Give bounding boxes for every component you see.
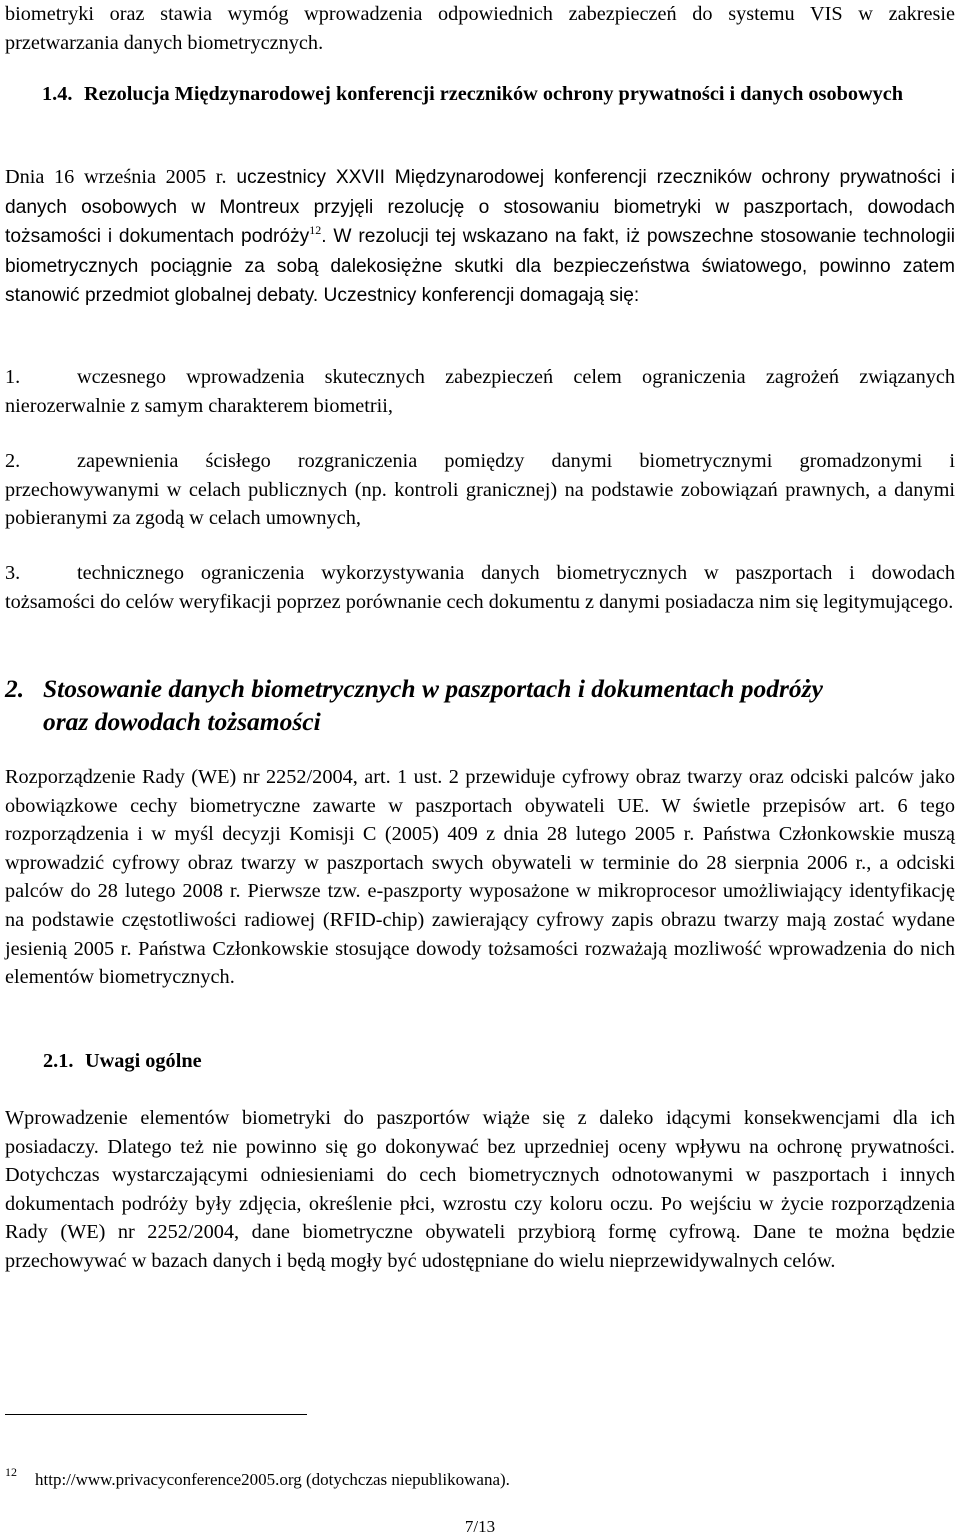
- section-2-title-line1: Stosowanie danych biometrycznych w paszportach i dokumentach podróży: [43, 674, 823, 703]
- demand-item-1: [5, 363, 955, 420]
- demand-text: technicznego ograniczenia wykorzystywania danych biometrycznych w paszportach i dowodach tożsamości do celów weryfikacji poprzez porównanie cech dokumentu z danymi posiadacza nim się legitymującego.: [5, 562, 955, 613]
- footnote-link[interactable]: http://www.privacyconference2005.org (dotychczas niepublikowana).: [35, 1470, 510, 1489]
- demand-number: 3.: [5, 562, 21, 584]
- intro-paragraph: biometryki oraz stawia wymóg wprowadzenia odpowiednich zabezpieczeń do systemu VIS w zakresie przetwarzania danych biometrycznych.: [5, 3, 955, 54]
- section-2-1-heading: [5, 1050, 955, 1073]
- footnote-number: 12: [5, 1465, 17, 1479]
- resolution-date: Dnia 16 września 2005 r.: [5, 166, 227, 188]
- resolution-text-2: . W rezolucji tej wskazano na fakt, iż powszechne stosowanie technologii biometrycznych pociągnie za sobą dalekosiężne skutki dla bezpieczeństwa światowego, powinno zatem stanowić przedmiot globalnej debaty. Uczestnicy konferencji domagają się:: [5, 226, 956, 307]
- demand-item-2: [5, 447, 955, 533]
- section-2-number: 2.: [5, 674, 25, 703]
- section-1-4-heading: [5, 80, 955, 109]
- demand-item-3: [5, 559, 955, 616]
- page-number: 7/13: [464, 1517, 496, 1536]
- section-2-heading: [5, 672, 955, 738]
- demand-number: 1.: [5, 366, 21, 388]
- section-2-paragraph: Rozporządzenie Rady (WE) nr 2252/2004, art. 1 ust. 2 przewiduje cyfrowy obraz twarzy oraz odciski palców jako obowiązkowe cechy biometryczne zawarte w paszportach obywateli UE. W świetle przepisów art. 6 tego rozporządzenia i w myśl decyzji Komisji C (2005) 409 z dnia 28 lutego 2005 r. Państwa Członkowskie muszą wprowadzić cyfrowy obraz twarzy w paszportach swych obywateli w terminie do 28 sierpnia 2006 r., a odciski palców do 28 lutego 2008 r. Pierwsze tzw. e-paszporty wyposażone w mikroprocesor umożliwiający identyfikację na podstawie częstotliwości radiowej (RFID-chip) zawierający cyfrowy zapis obrazu twarzy mają zostać wydane jesienią 2005 r. Państwa Członkowskie stosujące dowody tożsamości rozważają mozliwość wprowadzenia do nich elementów biometrycznych.: [5, 766, 955, 989]
- footnote-separator: [5, 1414, 307, 1415]
- demand-number: 2.: [5, 450, 21, 472]
- demand-text: wczesnego wprowadzenia skutecznych zabezpieczeń celem ograniczenia zagrożeń związanych nierozerwalnie z samym charakterem biometrii,: [5, 366, 955, 417]
- resolution-paragraph: [5, 163, 955, 311]
- footnote-reference[interactable]: 12: [309, 223, 322, 238]
- section-2-1-title: Uwagi ogólne: [85, 1050, 202, 1072]
- section-1-4-number: 1.4.: [42, 83, 73, 105]
- section-2-title-line2: oraz dowodach tożsamości: [43, 707, 321, 736]
- section-2-1-number: 2.1.: [43, 1050, 74, 1072]
- resolution-text-1: uczestnicy XXVII Międzynarodowej konferencji rzeczników ochrony prywatności i danych osobowych w Montreux przyjęli rezolucję o stosowaniu biometryki w paszportach, dowodach tożsamości i dokumentach podróży: [5, 167, 955, 248]
- section-1-4-title: Rezolucja Międzynarodowej konferencji rzeczników ochrony prywatności i danych osobowych: [84, 83, 904, 105]
- section-2-1-paragraph: Wprowadzenie elementów biometryki do paszportów wiąże się z daleko idącymi konsekwencjami dla ich posiadaczy. Dlatego też nie powinno się go dokonywać bez uprzedniej oceny wpływu na ochronę prywatności. Dotychczas wystarczającymi odniesieniami do cech biometrycznych odnotowanymi w paszportach i innych dokumentach podróży były zdjęcia, określenie płci, wzrostu czy koloru oczu. Po wejściu w życie rozporządzenia Rady (WE) nr 2252/2004, dane biometryczne obywateli przybiorą formę cyfrową. Dane te można będzie przechowywać w bazach danych i będą mogły być udostępniane do wielu nieprzewidywalnych celów.: [5, 1107, 955, 1272]
- demand-text: zapewnienia ścisłego rozgraniczenia pomiędzy danymi biometrycznymi gromadzonymi i przechowywanymi w celach publicznych (np. kontroli granicznej) na podstawie zobowiązań prawnych, a danymi pobieranymi za zgodą w celach umownych,: [5, 450, 955, 530]
